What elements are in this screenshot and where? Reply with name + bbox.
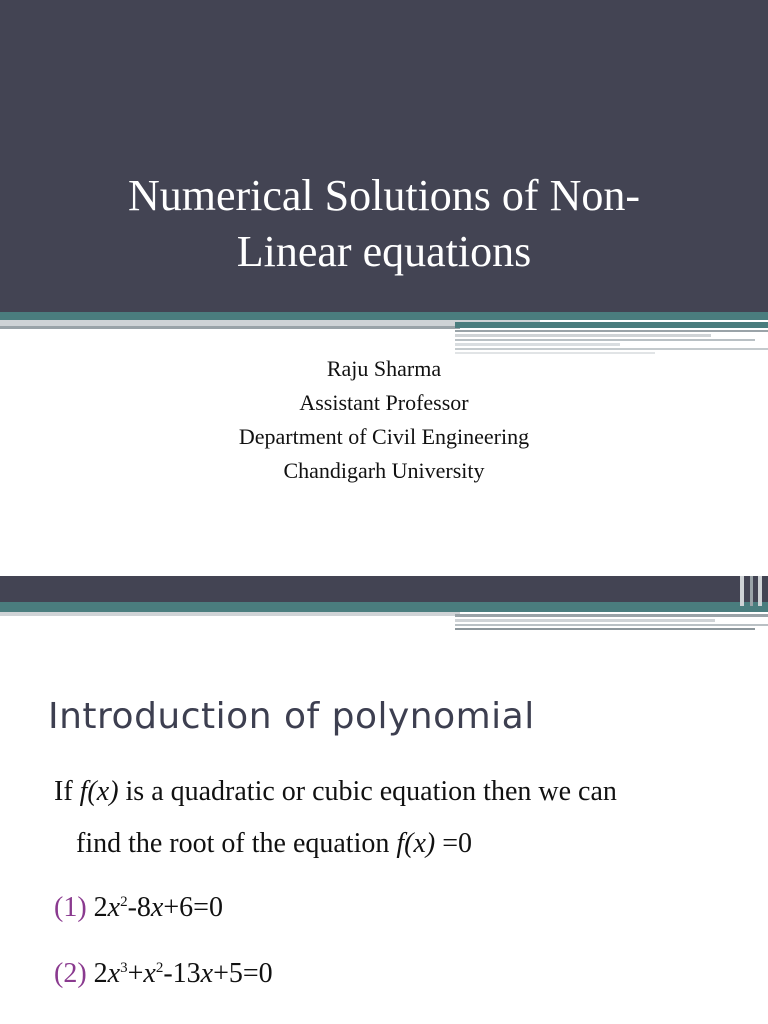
para-rest: is a quadratic or cubic equation then we can — [118, 776, 617, 807]
content-header-band — [0, 576, 768, 602]
author-university: Chandigarh University — [283, 458, 485, 483]
var: x — [150, 892, 164, 923]
power: 2 — [120, 894, 128, 910]
decor-stripe — [740, 576, 744, 606]
title-line-2: Linear equations — [236, 227, 532, 276]
decor-stripe — [455, 334, 711, 337]
slide-body — [54, 766, 754, 1002]
equation-item-1 — [54, 874, 754, 936]
decor-stripe — [455, 322, 768, 328]
slide-heading: Introduction of polynomial — [48, 696, 535, 737]
gray-stripe — [0, 612, 460, 616]
coef: 2 — [93, 958, 108, 989]
term: -8 — [127, 892, 151, 923]
equation-item-2 — [54, 940, 754, 1002]
term: + — [127, 958, 144, 989]
term: +5=0 — [213, 958, 273, 989]
para-line-2 — [54, 818, 754, 870]
decor-stripe — [455, 624, 768, 626]
term: +6=0 — [163, 892, 223, 923]
decor-stripe — [455, 619, 715, 622]
teal-stripe — [0, 312, 768, 320]
equation-2 — [94, 958, 273, 989]
para-line2-text: find the root of the equation — [76, 828, 397, 859]
gray-stripe — [0, 326, 460, 329]
item-number: (1) — [54, 892, 87, 923]
decor-stripe — [455, 339, 755, 341]
author-name: Raju Sharma — [326, 356, 442, 381]
var: x — [200, 958, 214, 989]
fx-term: f(x) — [79, 776, 119, 807]
decor-stripe — [455, 614, 768, 617]
power: 3 — [120, 960, 128, 976]
var: x — [107, 892, 121, 923]
fx-term: f(x) — [396, 828, 436, 859]
slide-title — [40, 168, 728, 280]
slide-gap — [0, 560, 768, 576]
author-designation: Assistant Professor — [299, 390, 469, 415]
decor-stripe — [455, 628, 755, 630]
equation-1 — [94, 892, 223, 923]
teal-stripe — [0, 602, 768, 612]
decor-stripe — [455, 330, 768, 332]
var: x — [143, 958, 156, 989]
intro-paragraph — [54, 766, 754, 870]
decor-stripe — [455, 343, 620, 346]
author-department: Department of Civil Engineering — [238, 424, 530, 449]
author-block — [0, 352, 768, 488]
content-slide — [0, 576, 768, 1024]
para-line2-post: =0 — [435, 828, 473, 859]
title-line-1: Numerical Solutions of Non- — [127, 171, 641, 220]
term: -13 — [163, 958, 201, 989]
coef: 2 — [93, 892, 108, 923]
decor-stripe — [455, 348, 768, 350]
decor-stripe — [758, 576, 762, 606]
decor-stripe — [750, 576, 753, 606]
para-if: If — [54, 776, 80, 807]
var: x — [107, 958, 121, 989]
item-number: (2) — [54, 958, 87, 989]
power: 2 — [155, 960, 164, 976]
